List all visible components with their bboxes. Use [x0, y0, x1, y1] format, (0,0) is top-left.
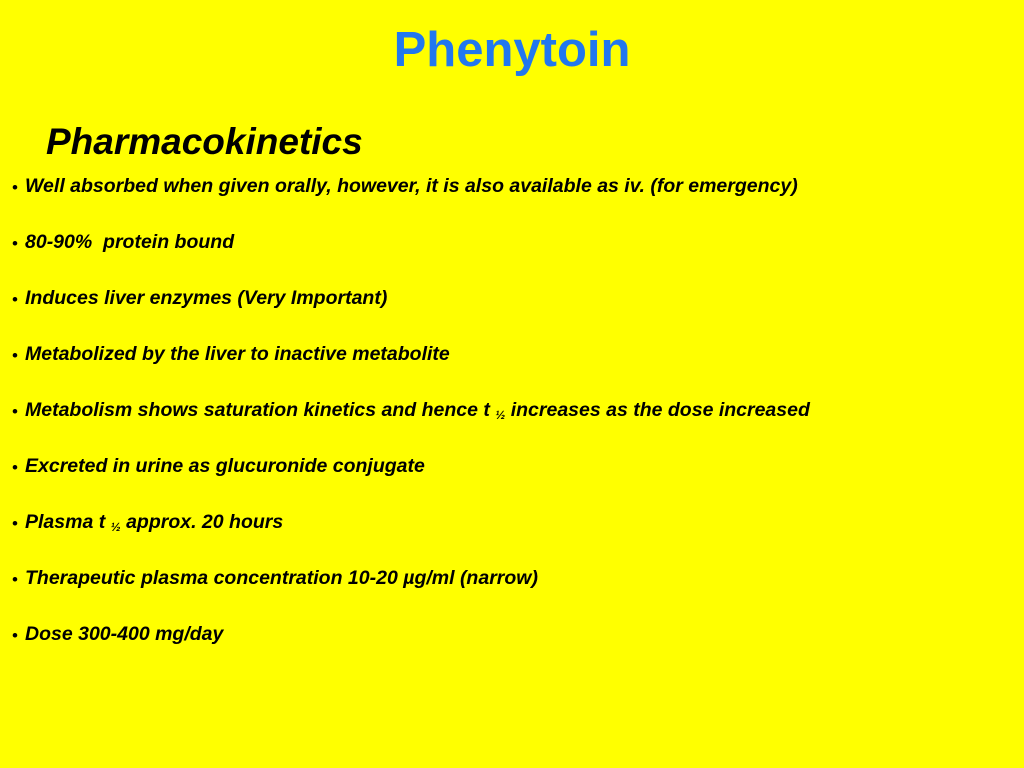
list-item	[12, 394, 1012, 450]
list-item	[12, 282, 1012, 338]
list-item-text-pre: Metabolism shows saturation kinetics and hence t	[25, 399, 496, 421]
list-item-text: Metabolized by the liver to inactive metabolite	[25, 343, 450, 365]
list-item-text	[25, 506, 283, 538]
list-item-text: Excreted in urine as glucuronide conjugate	[25, 455, 425, 477]
bullet-point-icon: •	[12, 234, 18, 253]
bullet-point-icon: •	[12, 514, 18, 533]
bullet-point-icon: •	[12, 458, 18, 477]
list-item	[12, 506, 1012, 562]
list-item	[12, 618, 1012, 674]
bullet-point-icon: •	[12, 178, 18, 197]
bullet-list	[12, 170, 1012, 674]
list-item-text: Induces liver enzymes (Very Important)	[25, 287, 388, 309]
list-item	[12, 226, 1012, 282]
bullet-point-icon: •	[12, 626, 18, 645]
bullet-point-icon: •	[12, 290, 18, 309]
bullet-point-icon: •	[12, 570, 18, 589]
list-item	[12, 562, 1012, 618]
list-item-text: 80-90% protein bound	[25, 231, 235, 253]
list-item	[12, 338, 1012, 394]
list-item	[12, 450, 1012, 506]
page-title: Phenytoin	[393, 23, 631, 77]
list-item-text: Dose 300-400 mg/day	[25, 623, 224, 645]
section-heading: Pharmacokinetics	[46, 121, 363, 162]
list-item-text-post: approx. 20 hours	[120, 511, 284, 533]
list-item	[12, 170, 1012, 226]
list-item-text	[25, 394, 810, 426]
list-item-text: Therapeutic plasma concentration 10-20 µg/ml (narrow)	[25, 567, 538, 589]
bullet-point-icon: •	[12, 346, 18, 365]
bullet-point-icon: •	[12, 402, 18, 421]
half-life-subscript: ½	[110, 520, 121, 534]
list-item-text-pre: Plasma t	[25, 511, 111, 533]
list-item-text-post: increases as the dose increased	[505, 399, 810, 421]
half-life-subscript: ½	[495, 408, 506, 422]
list-item-text: Well absorbed when given orally, however, it is also available as iv. (for emergency)	[25, 175, 798, 197]
